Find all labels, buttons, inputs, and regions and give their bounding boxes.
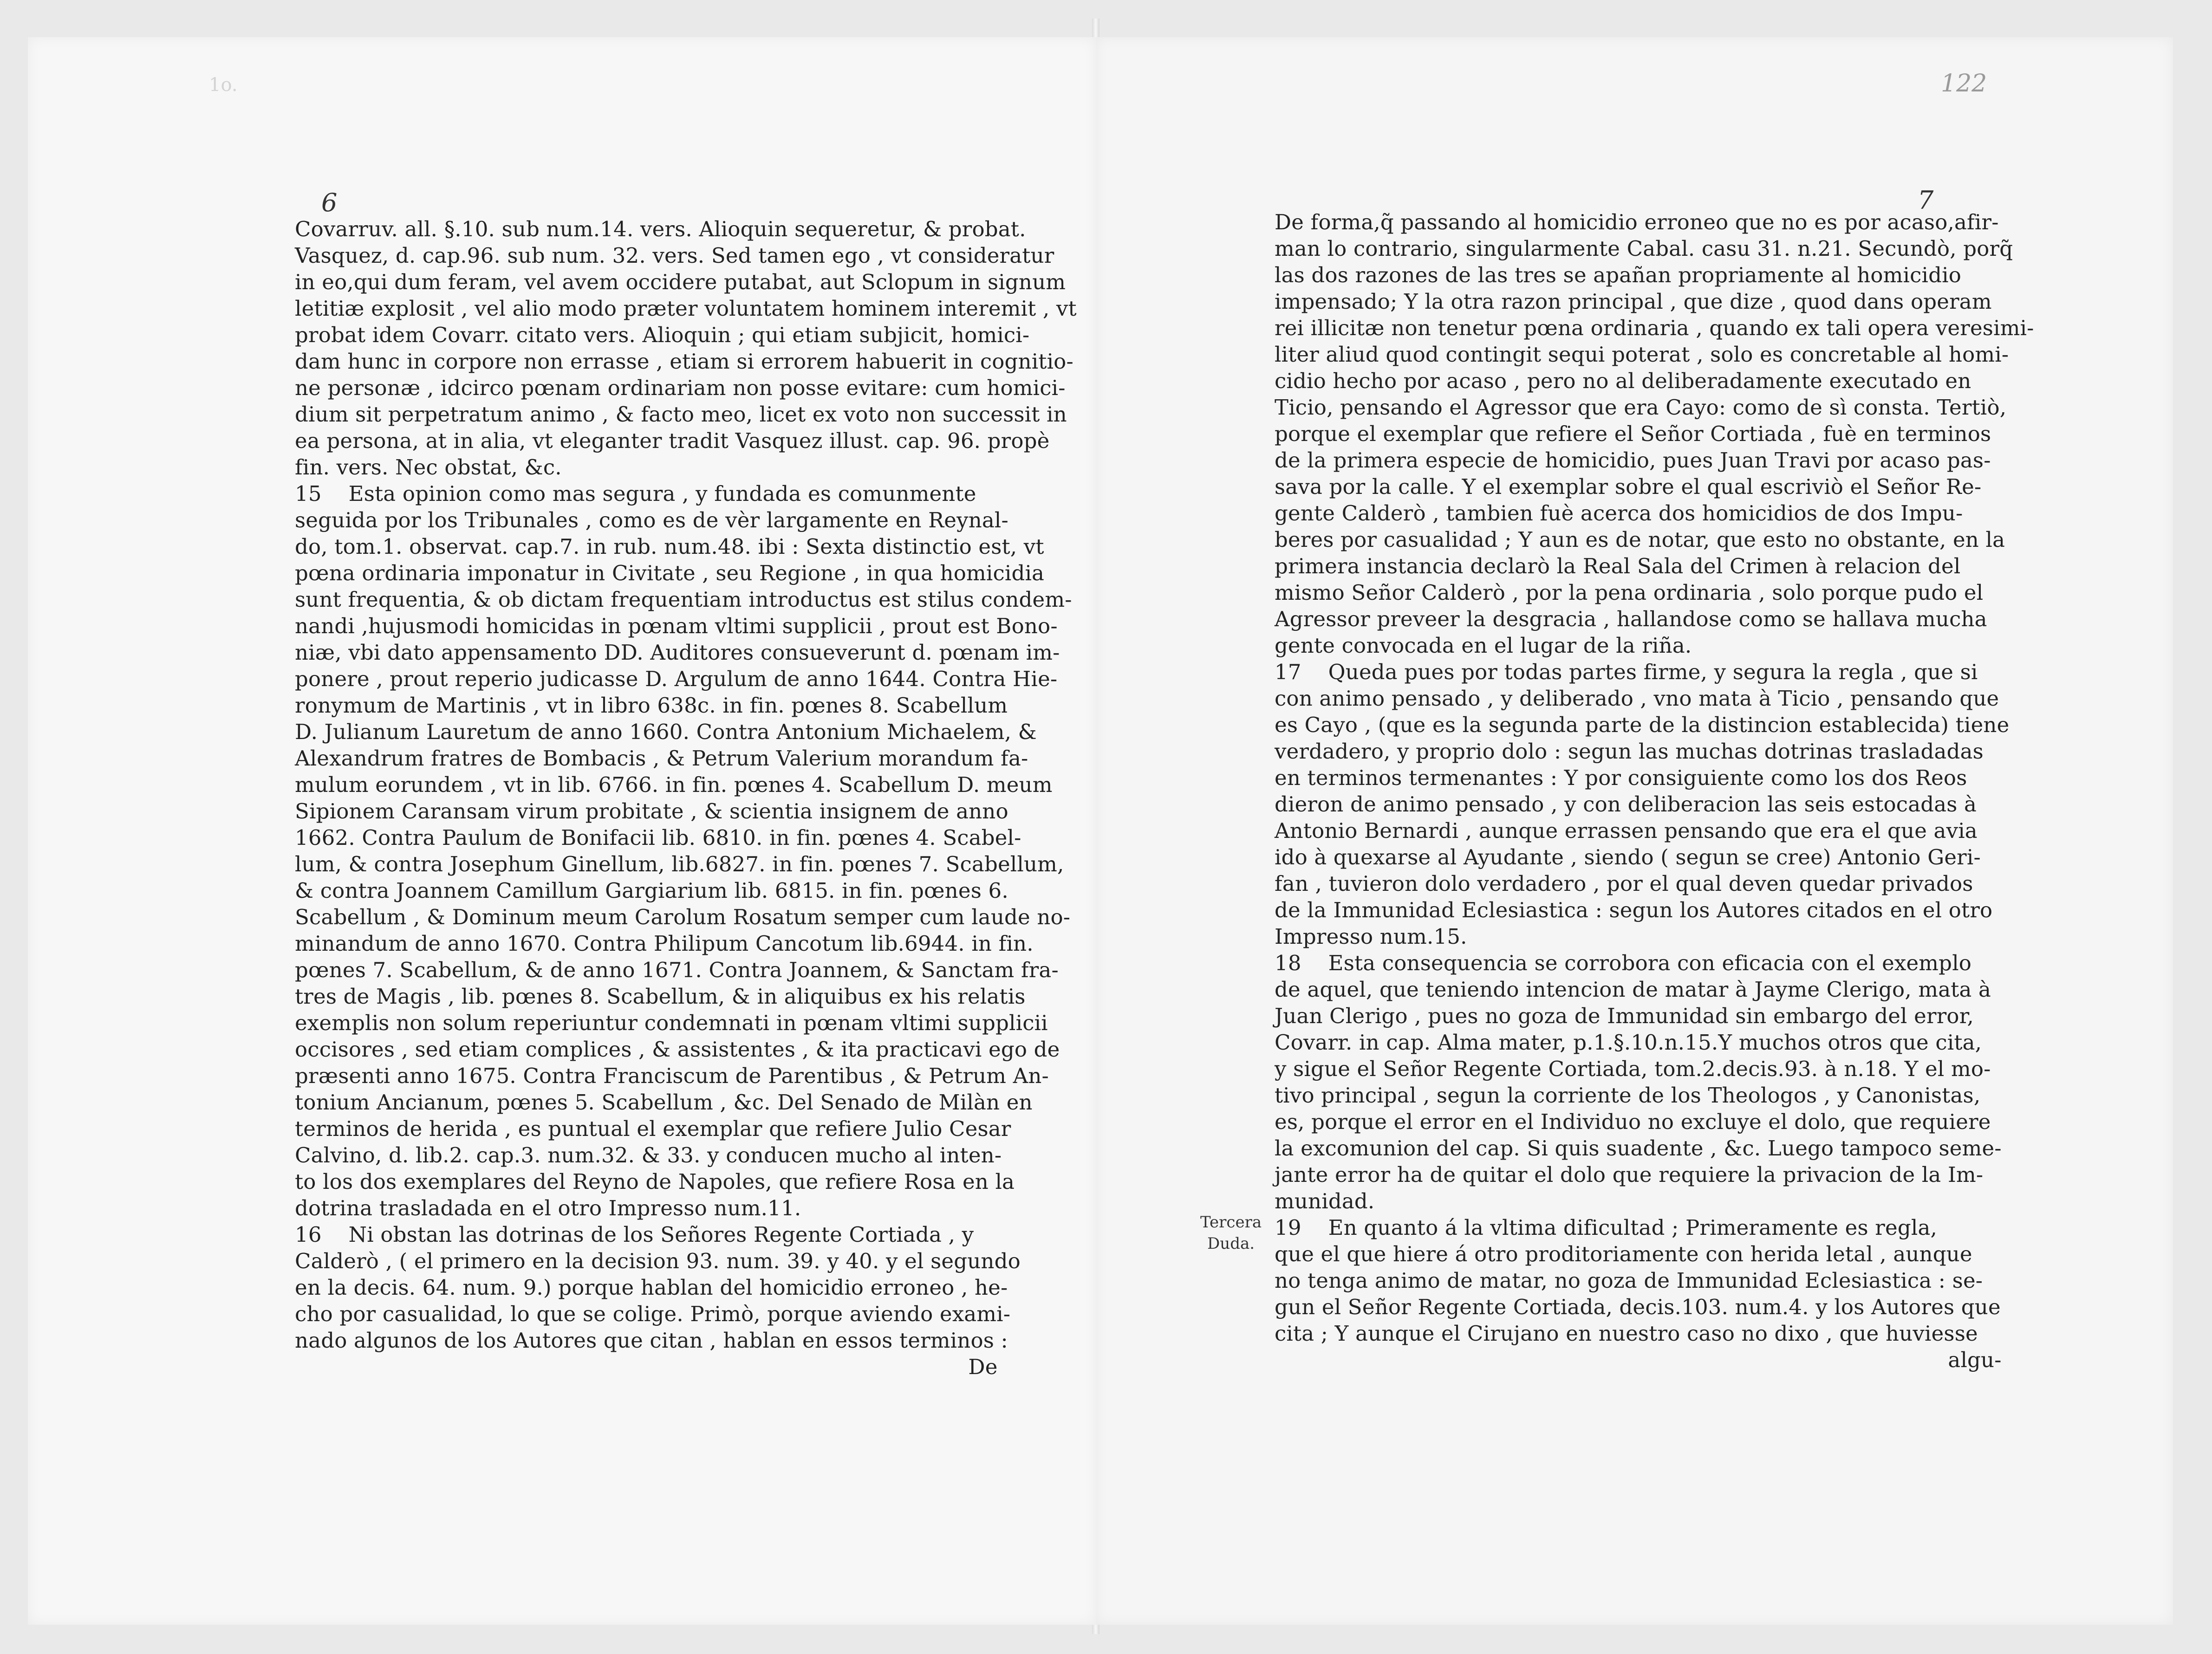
text-line: niæ, vbi dato appensamento DD. Auditores consueverunt d. pœnam im- (295, 640, 1060, 665)
text-line: sava por la calle. Y el exemplar sobre el qual escriviò el Señor Re- (1275, 474, 1982, 499)
text-line: Covarr. in cap. Alma mater, p.1.§.10.n.15.Y muchos otros que cita, (1275, 1030, 1982, 1055)
text-line: jante error ha de quitar el dolo que requiere la privacion de la Im- (1275, 1162, 1984, 1187)
text-line: Covarruv. all. §.10. sub num.14. vers. Alioquin sequeretur, & probat. (295, 217, 1026, 241)
text-line: liter aliud quod contingit sequi poterat , solo es concretable al homi- (1275, 342, 2009, 367)
text-line: de aquel, que teniendo intencion de matar à Jayme Clerigo, mata à (1275, 977, 1991, 1002)
text-line: primera instancia declarò la Real Sala del Crimen à relacion del (1275, 554, 1961, 578)
text-line: sunt frequentia, & ob dictam frequentiam introductus est stilus condem- (295, 587, 1072, 612)
text-line: cidio hecho por acaso , pero no al deliberadamente executado en (1275, 369, 1971, 393)
text-line: terminos de herida , es puntual el exemplar que refiere Julio Cesar (295, 1116, 1011, 1141)
text-line: beres por casualidad ; Y aun es de notar, que esto no obstante, en la (1275, 527, 2005, 552)
text-line: Juan Clerigo , pues no goza de Immunidad sin embargo del error, (1275, 1004, 1974, 1028)
text-line: De (295, 1355, 998, 1379)
margin-note (1200, 1212, 1262, 1254)
text-line: mismo Señor Calderò , por la pena ordinaria , solo porque pudo el (1275, 580, 1984, 605)
text-line: ne personæ , idcirco pœnam ordinariam non posse evitare: cum homici- (295, 376, 1066, 400)
text-line: cita ; Y aunque el Cirujano en nuestro caso no dixo , que huviesse (1275, 1321, 1978, 1346)
text-line: es, porque el error en el Individuo no excluye el dolo, que requiere (1275, 1109, 1991, 1134)
archive-folio-number: 122 (1941, 70, 1987, 97)
text-line: Alexandrum fratres de Bombacis , & Petrum Valerium morandum fa- (295, 746, 1028, 771)
text-line: nado algunos de los Autores que citan , hablan en essos terminos : (295, 1328, 1008, 1353)
text-line: probat idem Covarr. citato vers. Alioquin ; qui etiam subjicit, homici- (295, 323, 1030, 347)
text-line: do, tom.1. observat. cap.7. in rub. num.48. ibi : Sexta distinctio est, vt (295, 534, 1044, 559)
text-line: tivo principal , segun la corriente de los Theologos , y Canonistas, (1275, 1083, 1981, 1108)
text-line: ronymum de Martinis , vt in libro 638c. in fin. pœnes 8. Scabellum (295, 693, 1008, 718)
text-line: tonium Ancianum, pœnes 5. Scabellum , &c. Del Senado de Milàn en (295, 1090, 1033, 1115)
text-line: y sigue el Señor Regente Cortiada, tom.2.decis.93. à n.18. Y el mo- (1275, 1057, 1991, 1081)
text-line: 18 Esta consequencia se corrobora con eficacia con el exemplo (1275, 951, 1972, 975)
text-line: pœnes 7. Scabellum, & de anno 1671. Contra Joannem, & Sanctam fra- (295, 958, 1059, 982)
text-line: dotrina trasladada en el otro Impresso num.11. (295, 1196, 801, 1220)
text-line: minandum de anno 1670. Contra Philipum Cancotum lib.6944. in fin. (295, 931, 1034, 956)
text-line: impensado; Y la otra razon principal , que dize , quod dans operam (1275, 289, 1992, 314)
text-line: de la primera especie de homicidio, pues Juan Travi por acaso pas- (1275, 448, 1991, 473)
text-line: rei illicitæ non tenetur pœna ordinaria , quando ex tali opera veresimi- (1275, 316, 2034, 340)
text-line: 19 En quanto á la vltima dificultad ; Primeramente es regla, (1275, 1215, 1937, 1240)
text-line: D. Julianum Lauretum de anno 1660. Contra Antonium Michaelem, & (295, 720, 1037, 744)
text-line: man lo contrario, singularmente Cabal. casu 31. n.21. Secundò, porq̃ (1275, 236, 2013, 261)
text-line: es Cayo , (que es la segunda parte de la distincion establecida) tiene (1275, 713, 2010, 737)
text-line: Sipionem Caransam virum probitate , & scientia insignem de anno (295, 799, 1008, 824)
text-line: ido à quexarse al Ayudante , siendo ( segun se cree) Antonio Geri- (1275, 845, 1981, 869)
text-line: tres de Magis , lib. pœnes 8. Scabellum, & in aliquibus ex his relatis (295, 984, 1026, 1009)
text-line: Calderò , ( el primero en la decision 93. num. 39. y 40. y el segundo (295, 1249, 1021, 1273)
text-line: Ticio, pensando el Agressor que era Cayo: como de sì consta. Tertiò, (1275, 395, 2007, 420)
text-line: porque el exemplar que refiere el Señor Cortiada , fuè en terminos (1275, 422, 1991, 446)
text-line: Calvino, d. lib.2. cap.3. num.32. & 33. y conducen mucho al inten- (295, 1143, 1002, 1168)
text-line: dium sit perpetratum animo , & facto meo, licet ex voto non successit in (295, 402, 1067, 427)
text-line: 16 Ni obstan las dotrinas de los Señores Regente Cortiada , y (295, 1222, 974, 1247)
text-line: to los dos exemplares del Reyno de Napoles, que refiere Rosa en la (295, 1169, 1015, 1194)
text-line: con animo pensado , y deliberado , vno mata à Ticio , pensando que (1275, 686, 1999, 711)
text-line: cho por casualidad, lo que se colige. Primò, porque aviendo exami- (295, 1302, 1011, 1326)
text-line: algu- (1275, 1348, 2002, 1372)
text-line: mulum eorundem , vt in lib. 6766. in fin. pœnes 4. Scabellum D. meum (295, 772, 1053, 797)
text-line: dam hunc in corpore non errasse , etiam si errorem habuerit in cognitio- (295, 349, 1073, 374)
right-page-number: 7 (1918, 186, 1934, 215)
text-line: 17 Queda pues por todas partes firme, y segura la regla , que si (1275, 660, 1978, 684)
text-line: seguida por los Tribunales , como es de vèr largamente en Reynal- (295, 508, 1008, 532)
text-line: gente convocada en el lugar de la riña. (1275, 633, 1692, 658)
text-line: Agressor preveer la desgracia , hallandose como se hallava mucha (1275, 607, 1987, 631)
text-line: occisores , sed etiam complices , & assistentes , & ita practicavi ego de (295, 1037, 1060, 1062)
text-line: dieron de animo pensado , y con deliberacion las seis estocadas à (1275, 792, 1977, 817)
text-line: lum, & contra Josephum Ginellum, lib.6827. in fin. pœnes 7. Scabellum, (295, 852, 1064, 876)
text-line: en terminos termenantes : Y por consiguiente como los dos Reos (1275, 765, 1967, 790)
text-line: 15 Esta opinion como mas segura , y fundada es comunmente (295, 481, 976, 506)
text-line: gun el Señor Regente Cortiada, decis.103. num.4. y los Autores que (1275, 1295, 2001, 1319)
text-line: 1662. Contra Paulum de Bonifacii lib. 6810. in fin. pœnes 4. Scabel- (295, 825, 1021, 850)
text-line: no tenga animo de matar, no goza de Immunidad Eclesiastica : se- (1275, 1268, 1983, 1293)
text-line: De forma,q̃ passando al homicidio erroneo que no es por acaso,afir- (1275, 210, 1999, 234)
text-line: Scabellum , & Dominum meum Carolum Rosatum semper cum laude no- (295, 905, 1071, 929)
text-line: in eo,qui dum feram, vel avem occidere putabat, aut Sclopum in signum (295, 270, 1066, 294)
text-line: & contra Joannem Camillum Gargiarium lib. 6815. in fin. pœnes 6. (295, 878, 1008, 903)
text-line: ponere , prout reperio judicasse D. Argulum de anno 1644. Contra Hie- (295, 667, 1058, 691)
text-line: Vasquez, d. cap.96. sub num. 32. vers. Sed tamen ego , vt consideratur (295, 243, 1054, 268)
text-line: pœna ordinaria imponatur in Civitate , seu Regione , in qua homicidia (295, 561, 1045, 585)
right-page-text (1275, 209, 2034, 1373)
text-line: verdadero, y proprio dolo : segun las muchas dotrinas trasladadas (1275, 739, 1984, 764)
text-line: exemplis non solum reperiuntur condemnati in pœnam vltimi supplicii (295, 1011, 1048, 1035)
text-line: nandi ,hujusmodi homicidas in pœnam vltimi supplicii , prout est Bono- (295, 614, 1058, 638)
left-page-text (295, 216, 1077, 1380)
text-line: fan , tuvieron dolo verdadero , por el qual deven quedar privados (1275, 871, 1973, 896)
text-line: la excomunion del cap. Si quis suadente , &c. Luego tampoco seme- (1275, 1136, 2002, 1161)
margin-note-line: Tercera (1200, 1213, 1262, 1232)
text-line: de la Immunidad Eclesiastica : segun los Autores citados en el otro (1275, 898, 1993, 922)
text-line: gente Calderò , tambien fuè acerca dos homicidios de dos Impu- (1275, 501, 1963, 525)
faint-archive-mark: 1o. (209, 74, 238, 96)
text-line: munidad. (1275, 1189, 1375, 1213)
margin-note-line: Duda. (1207, 1234, 1255, 1253)
text-line: en la decis. 64. num. 9.) porque hablan del homicidio erroneo , he- (295, 1275, 1008, 1300)
text-line: præsenti anno 1675. Contra Franciscum de Parentibus , & Petrum An- (295, 1064, 1049, 1088)
text-line: Impresso num.15. (1275, 924, 1467, 949)
text-line: ea persona, at in alia, vt eleganter tradit Vasquez illust. cap. 96. propè (295, 428, 1050, 453)
text-line: que el que hiere á otro proditoriamente con herida letal , aunque (1275, 1242, 1972, 1266)
text-line: Antonio Bernardi , aunque errassen pensando que era el que avia (1275, 818, 1978, 843)
text-line: fin. vers. Nec obstat, &c. (295, 455, 562, 480)
text-line: las dos razones de las tres se apañan propriamente al homicidio (1275, 263, 1962, 287)
text-line: letitiæ explosit , vel alio modo præter voluntatem hominem interemit , vt (295, 296, 1077, 321)
left-page-number: 6 (321, 188, 338, 217)
